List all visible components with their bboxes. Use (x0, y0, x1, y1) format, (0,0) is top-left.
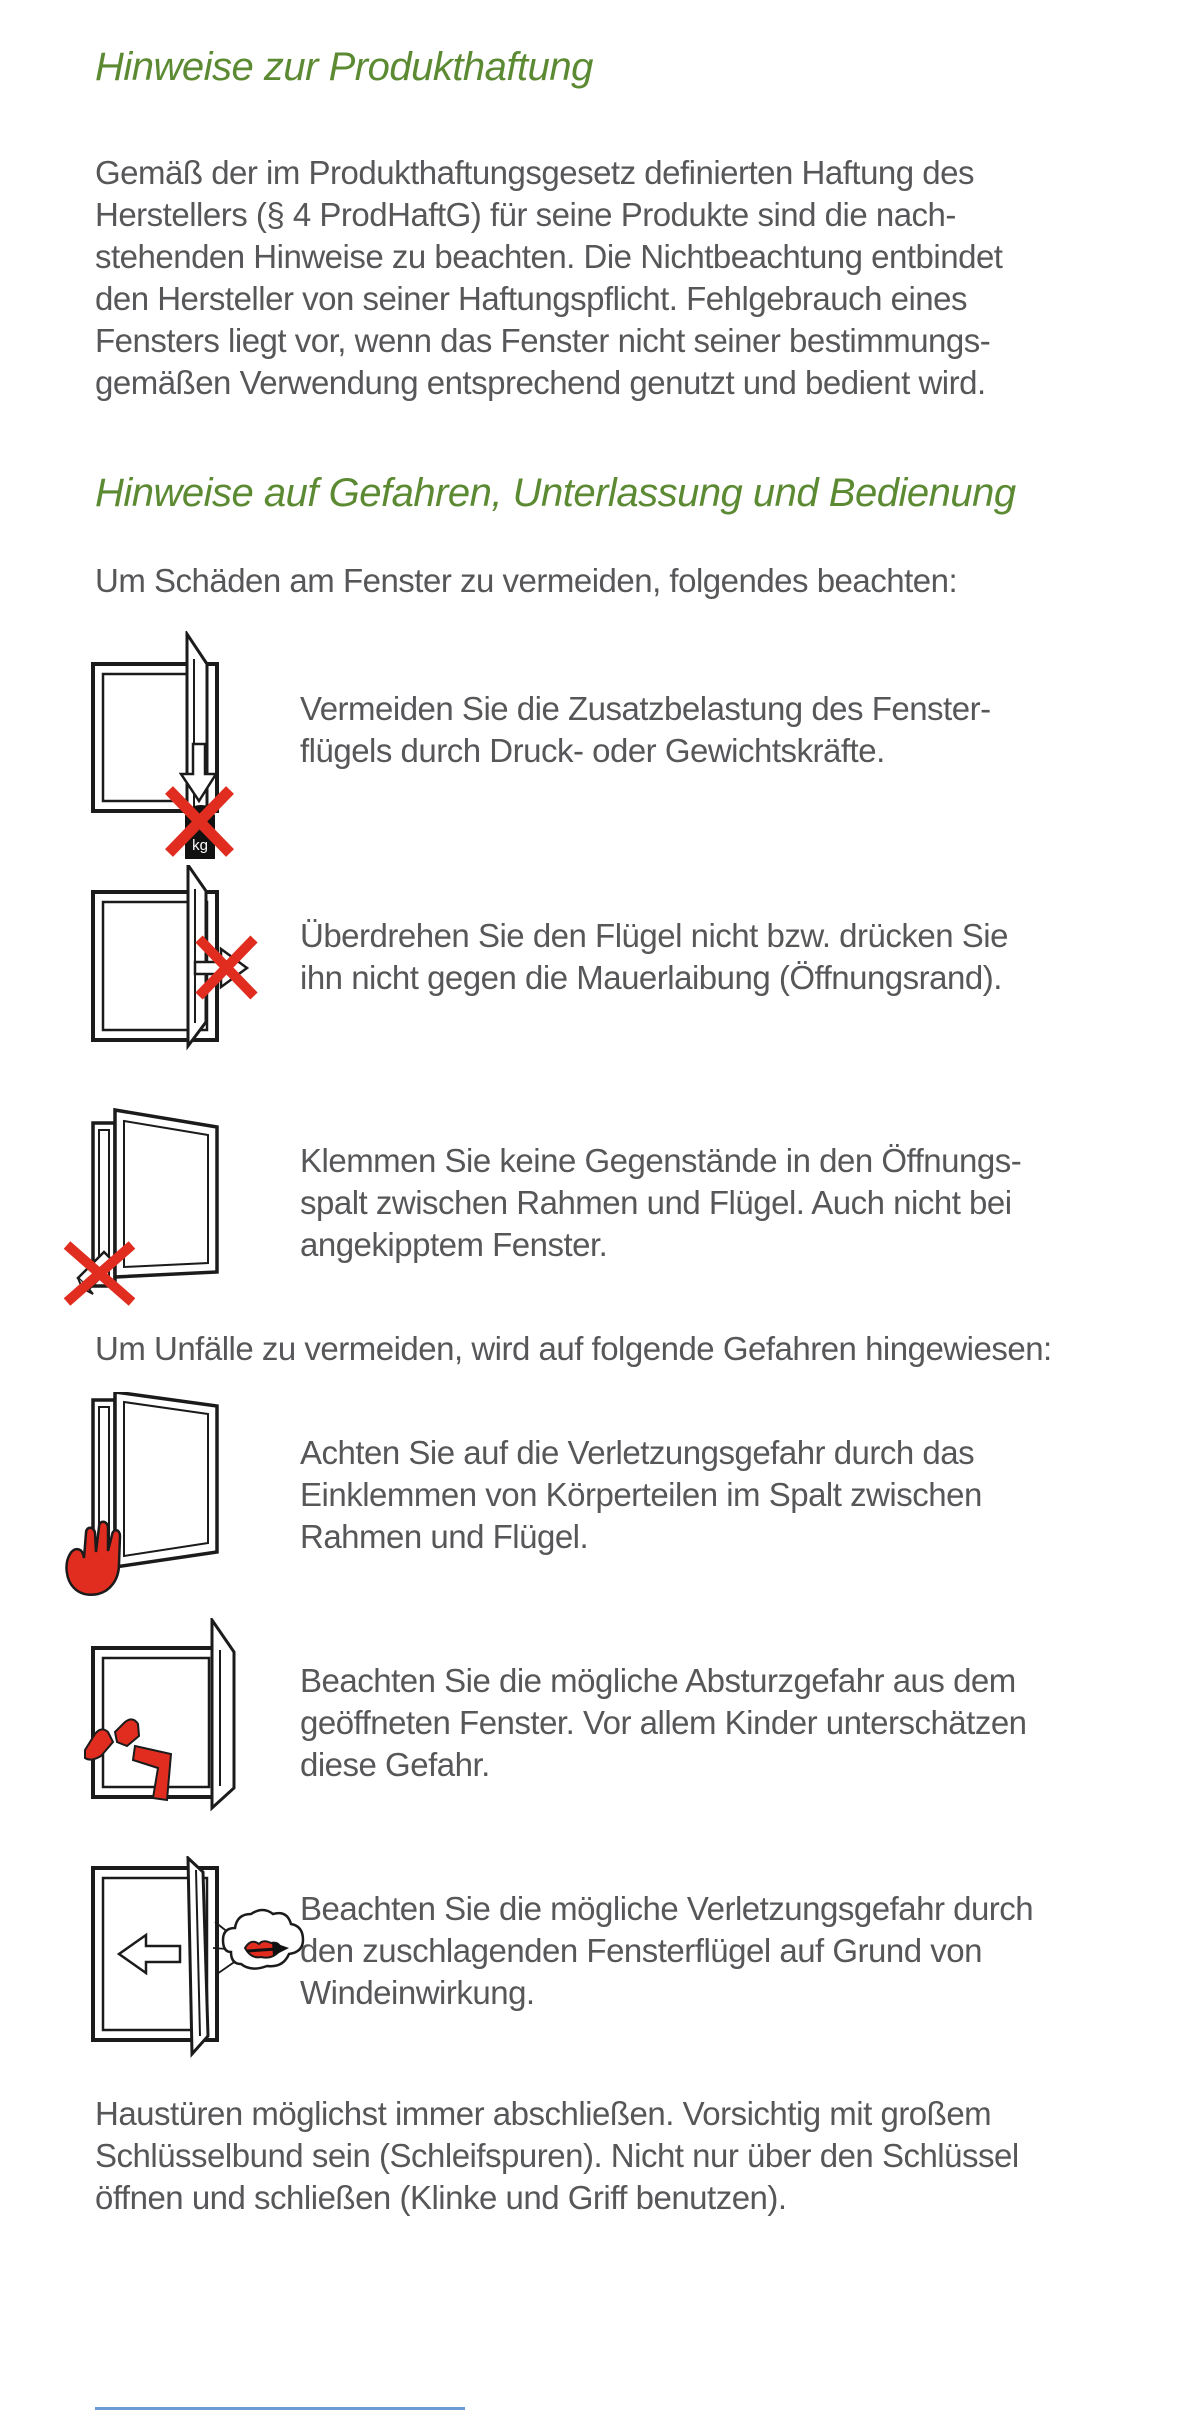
lead-damage: Um Schäden am Fenster zu vermeiden, folgendes beachten: (95, 562, 958, 599)
warning-text-line: angekipptem Fenster. (300, 1226, 608, 1263)
lead-accident: Um Unfälle zu vermeiden, wird auf folgende Gefahren hingewiesen: (95, 1330, 1052, 1367)
warning-text-line: Vermeiden Sie die Zusatzbelastung des Fenster- (300, 690, 991, 727)
warning-text (300, 1432, 1150, 1558)
window-weight-load-prohibited-icon (75, 631, 265, 891)
warning-text-line: Rahmen und Flügel. (300, 1518, 589, 1555)
closing-line: öffnen und schließen (Klinke und Griff benutzen). (95, 2179, 787, 2216)
closing-line: Haustüren möglichst immer abschließen. Vorsichtig mit großem (95, 2095, 992, 2132)
intro-line: Herstellers (§ 4 ProdHaftG) für seine Produkte sind die nach- (95, 196, 956, 233)
intro-line: den Hersteller von seiner Haftungspflicht. Fehlgebrauch eines (95, 280, 968, 317)
warning-text (300, 688, 1150, 772)
warning-text-line: Überdrehen Sie den Flügel nicht bzw. drücken Sie (300, 917, 1008, 954)
warning-text (300, 915, 1150, 999)
weight-kg-label: kg (192, 837, 208, 854)
warning-text-line: Achten Sie auf die Verletzungsgefahr durch das (300, 1434, 975, 1471)
intro-line: gemäßen Verwendung entsprechend genutzt und bedient wird. (95, 364, 986, 401)
window-wind-slam-hazard-icon (75, 1856, 325, 2117)
warning-text-line: Beachten Sie die mögliche Verletzungsgefahr durch (300, 1890, 1034, 1927)
closing-paragraph (95, 2093, 1155, 2219)
warning-text-line: ihn nicht gegen die Mauerlaibung (Öffnungsrand). (300, 959, 1002, 996)
warning-text (300, 1660, 1150, 1786)
warning-text-line: spalt zwischen Rahmen und Flügel. Auch nicht bei (300, 1184, 1012, 1221)
window-overturn-prohibited-icon (75, 865, 265, 1115)
window-fall-hazard-icon (75, 1618, 275, 1823)
window-hand-pinch-hazard-icon (62, 1392, 267, 1637)
intro-line: Gemäß der im Produkthaftungsgesetz definierten Haftung des (95, 154, 974, 191)
warning-text-line: den zuschlagenden Fensterflügel auf Grund von (300, 1932, 982, 1969)
warning-text-line: Windeinwirkung. (300, 1974, 535, 2011)
page-title: Hinweise zur Produkthaftung (95, 45, 593, 89)
footer-rule (95, 2407, 465, 2410)
warning-text-line: Klemmen Sie keine Gegenstände in den Öffnungs- (300, 1142, 1022, 1179)
warning-text-line: diese Gefahr. (300, 1746, 490, 1783)
closing-line: Schlüsselbund sein (Schleifspuren). Nicht nur über den Schlüssel (95, 2137, 1019, 2174)
intro-line: stehenden Hinweise zu beachten. Die Nichtbeachtung entbindet (95, 238, 1003, 275)
warning-text-line: geöffneten Fenster. Vor allem Kinder unterschätzen (300, 1704, 1027, 1741)
intro-line: Fensters liegt vor, wenn das Fenster nicht seiner bestimmungs- (95, 322, 991, 359)
warning-text-line: Einklemmen von Körperteilen im Spalt zwischen (300, 1476, 982, 1513)
section-title: Hinweise auf Gefahren, Unterlassung und Bedienung (95, 471, 1016, 515)
intro-paragraph (95, 152, 1155, 404)
warning-text (300, 1888, 1150, 2014)
warning-text-line: Beachten Sie die mögliche Absturzgefahr aus dem (300, 1662, 1016, 1699)
warning-text (300, 1140, 1150, 1266)
warning-text-line: flügels durch Druck- oder Gewichtskräfte. (300, 732, 885, 769)
